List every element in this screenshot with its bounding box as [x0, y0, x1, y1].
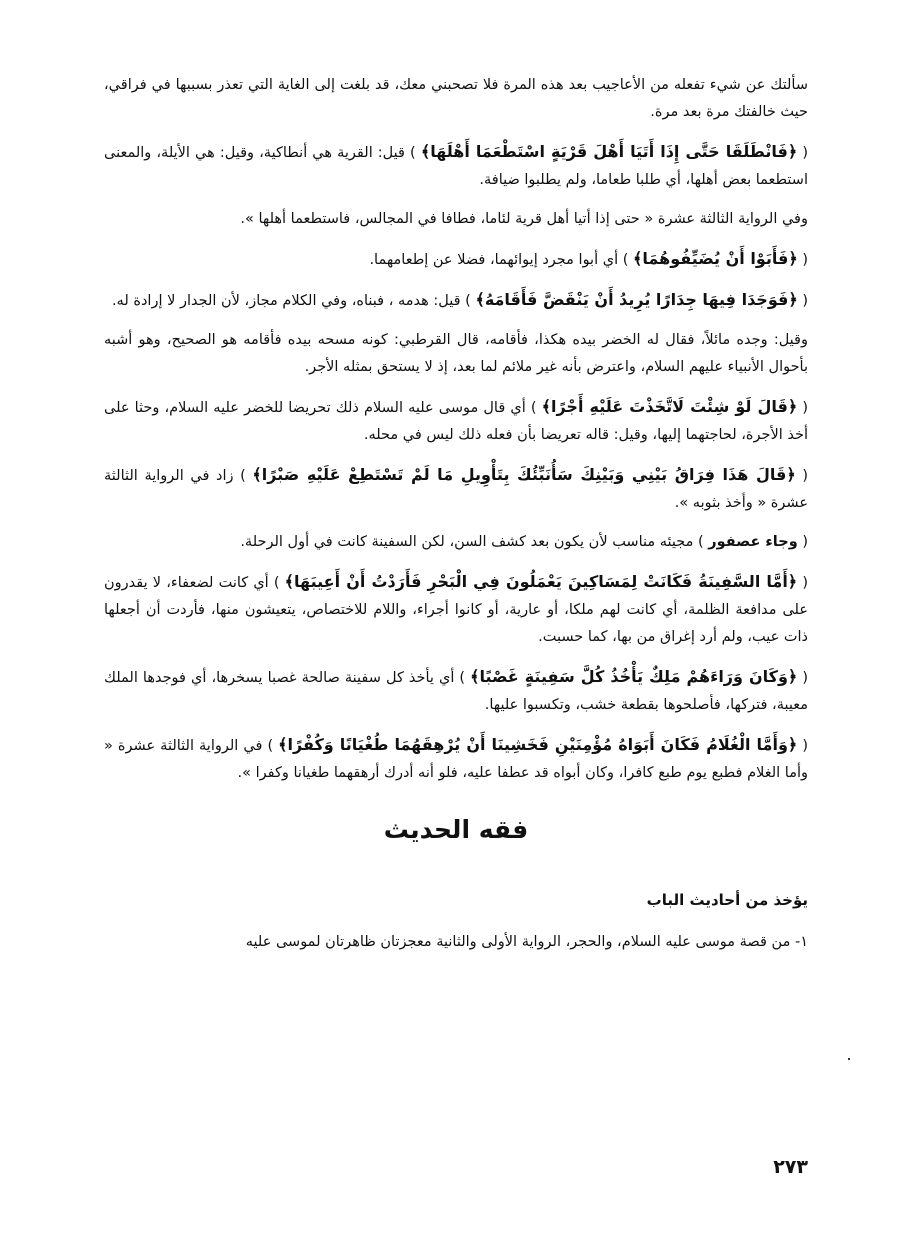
page-body	[104, 72, 808, 968]
paragraph-9: ( وجاء عصفور ) مجيئه مناسب لأن يكون بعد كشف السن، لكن السفينة كانت في أول الرحلة.	[240, 534, 808, 550]
page-number: ٢٧٣	[773, 1156, 808, 1178]
quran-verse: ﴿وَأَمَّا الْغُلَامُ فَكَانَ أَبَوَاهُ مُؤْمِنَيْنِ فَخَشِينَا أَنْ يُرْهِقَهُمَا طُغْيَانًا وَكُفْرًا﴾	[278, 735, 798, 754]
paragraph-8: ( ﴿قَالَ هَذَا فِرَاقُ بَيْنِي وَبَيْنِكَ سَأُنَبِّئُكَ بِتَأْوِيلِ مَا لَمْ تَسْتَطِعْ عَلَيْهِ صَبْرًا﴾ ) زاد في الرواية الثالثة عشرة « وأخذ بثوبه ».	[104, 465, 808, 511]
paragraph-7: ( ﴿قَالَ لَوْ شِئْتَ لَاتَّخَذْتَ عَلَيْهِ أَجْرًا﴾ ) أي قال موسى عليه السلام ذلك تحريضا للخضر عليه السلام، وحثا على أخذ الأجرة، لحاجتهما إليها، وقيل: قاله تعريضا بأن فعله ذلك ليس في محله.	[104, 397, 808, 443]
paragraph-10: ( ﴿أَمَّا السَّفِينَةُ فَكَانَتْ لِمَسَاكِينَ يَعْمَلُونَ فِي الْبَحْرِ فَأَرَدْتُ أَنْ أَعِيبَهَا﴾ ) أي كانت لضعفاء، لا يقدرون على مدافعة الظلمة، أي كانت لهم ملكا، أو عارية، أو كانوا أجراء، واللام للاختصاص، يتعيشون منها، فأردت أن أجعلها ذات عيب، ولم أرد إغراق من بها، كما حسبت.	[104, 572, 808, 645]
quran-verse: ﴿فَوَجَدَا فِيهَا جِدَارًا يُرِيدُ أَنْ يَنْقَضَّ فَأَقَامَهُ﴾	[475, 290, 798, 309]
paragraph-6: وقيل: وجده مائلاً، فقال له الخضر بيده هكذا، فأقامه، قال القرطبي: كونه مسحه بيده فأقامه هو الصحيح، وهو أشبه بأحوال الأنبياء عليهم السلام، واعترض بأنه غير ملائم لما بعد، إذ لا يستحق بمثله الأجر.	[104, 332, 808, 375]
scan-speck	[848, 1058, 850, 1060]
section-heading: فقه الحديث	[383, 815, 529, 844]
bold-phrase: وجاء عصفور	[708, 534, 798, 550]
quran-verse: ﴿قَالَ لَوْ شِئْتَ لَاتَّخَذْتَ عَلَيْهِ أَجْرًا﴾	[541, 397, 798, 416]
quran-verse: ﴿وَكَانَ وَرَاءَهُمْ مَلِكٌ يَأْخُذُ كُلَّ سَفِينَةٍ غَصْبًا﴾	[470, 667, 798, 686]
section-subheading: يؤخذ من أحاديث الباب	[646, 891, 808, 909]
quran-verse: ﴿فَأَبَوْا أَنْ يُضَيِّفُوهُمَا﴾	[633, 249, 798, 268]
paragraph-3: وفي الرواية الثالثة عشرة « حتى إذا أتيا أهل قرية لئاما، فطافا في المجالس، فاستطعما أهلها ».	[240, 211, 808, 227]
paragraph-1: سألتك عن شيء تفعله من الأعاجيب بعد هذه المرة فلا تصحبني معك، قد بلغت إلى الغاية التي تعذر بسببها في فراقي، حيث خالفتك مرة بعد مرة.	[104, 77, 808, 120]
quran-verse: ﴿فَانْطَلَقَا حَتَّى إِذَا أَتَيَا أَهْلَ قَرْيَةٍ اسْتَطْعَمَا أَهْلَهَا﴾	[420, 142, 798, 161]
paragraph-2: ( ﴿فَانْطَلَقَا حَتَّى إِذَا أَتَيَا أَهْلَ قَرْيَةٍ اسْتَطْعَمَا أَهْلَهَا﴾ ) قيل: القرية هي أنطاكية، وقيل: هي الأيلة، والمعنى استطعما بعض أهلها، أي طلبا طعاما، ولم يطلبوا ضيافة.	[104, 142, 808, 188]
quran-verse: ﴿قَالَ هَذَا فِرَاقُ بَيْنِي وَبَيْنِكَ سَأُنَبِّئُكَ بِتَأْوِيلِ مَا لَمْ تَسْتَطِعْ عَلَيْهِ صَبْرًا﴾	[252, 465, 796, 484]
quran-verse: ﴿أَمَّا السَّفِينَةُ فَكَانَتْ لِمَسَاكِينَ يَعْمَلُونَ فِي الْبَحْرِ فَأَرَدْتُ أَنْ أَعِيبَهَا﴾	[284, 572, 798, 591]
paragraph-5: ( ﴿فَوَجَدَا فِيهَا جِدَارًا يُرِيدُ أَنْ يَنْقَضَّ فَأَقَامَهُ﴾ ) قيل: هدمه ، فبناه، وفي الكلام مجاز، لأن الجدار لا إرادة له.	[111, 290, 808, 309]
paragraph-11: ( ﴿وَكَانَ وَرَاءَهُمْ مَلِكٌ يَأْخُذُ كُلَّ سَفِينَةٍ غَصْبًا﴾ ) أي يأخذ كل سفينة صالحة غصبا يسخرها، أي فوجدها الملك معيبة، فتركها، فأصلحوها بقطعة خشب، وتكسبوا عليها.	[104, 667, 808, 713]
paragraph-12: ( ﴿وَأَمَّا الْغُلَامُ فَكَانَ أَبَوَاهُ مُؤْمِنَيْنِ فَخَشِينَا أَنْ يُرْهِقَهُمَا طُغْيَانًا وَكُفْرًا﴾ ) في الرواية الثالثة عشرة « وأما الغلام فطبع يوم طبع كافرا، وكان أبواه قد عطفا عليه، فلو أنه أدرك أرهقهما طغيانا وكفرا ».	[104, 735, 808, 781]
paragraph-4: ( ﴿فَأَبَوْا أَنْ يُضَيِّفُوهُمَا﴾ ) أي أبوا مجرد إيوائهما، فضلا عن إطعامهما.	[369, 249, 808, 268]
paragraph-last: ١- من قصة موسى عليه السلام، والحجر، الرواية الأولى والثانية معجزتان ظاهرتان لموسى عليه	[245, 934, 808, 950]
